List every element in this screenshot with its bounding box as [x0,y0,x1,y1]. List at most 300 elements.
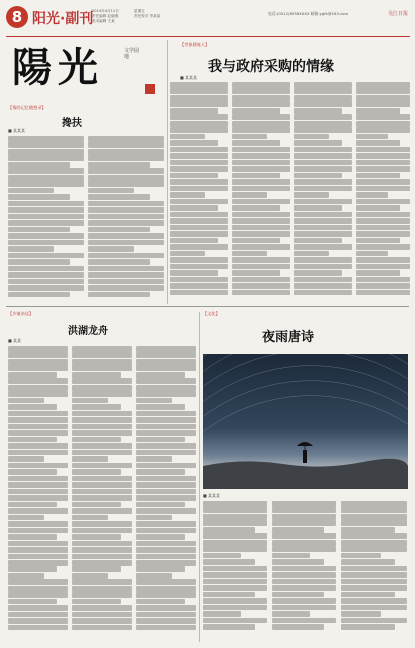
column-logo [8,42,158,102]
text-line [136,528,196,534]
text-line [8,142,84,148]
text-line [8,547,68,553]
text-line [272,624,324,630]
text-line [203,501,267,507]
text-line [272,553,310,559]
text-line [72,424,132,430]
text-line [272,533,336,539]
text-line [136,521,196,527]
text-line [294,283,352,289]
text-line [72,566,121,572]
text-line [294,173,342,179]
text-line [294,127,352,133]
text-line [136,463,196,469]
text-line [232,290,290,296]
text-line [136,605,196,611]
text-line [232,264,290,270]
text-line [72,534,121,540]
text-line [170,153,228,159]
text-line [272,598,336,604]
text-line [341,533,407,539]
text-line [8,378,68,384]
text-line [88,240,164,246]
text-line [72,437,121,443]
text-line [72,560,132,566]
left-top-article-tag: 【情的记忆随想录】 [8,105,46,110]
left-bottom-article-col-3 [136,346,196,631]
text-line [136,352,196,358]
text-line [232,283,290,289]
text-line [170,134,205,140]
text-line [8,625,68,631]
text-line [72,450,132,456]
text-line [170,166,228,172]
text-line [136,437,185,443]
text-line [8,240,84,246]
text-line [294,225,352,231]
right-bottom-article-title: 夜雨唐诗 [262,330,315,345]
text-line [72,411,132,417]
text-line [341,592,395,598]
text-line [232,121,290,127]
text-line [294,199,352,205]
text-line [341,553,381,559]
text-line [170,101,228,107]
text-line [232,114,290,120]
text-line [232,212,290,218]
text-line [8,292,70,298]
seal-icon [145,84,155,94]
text-line [8,391,68,397]
text-line [136,430,196,436]
left-top-article-title: 搀扶 [62,118,82,129]
text-line [88,233,164,239]
text-line [136,391,196,397]
text-line [232,108,280,114]
text-line [88,259,150,265]
text-line [232,199,290,205]
text-line [72,508,132,514]
text-line [8,541,68,547]
text-line [8,599,57,605]
text-line [356,251,388,257]
text-line [8,612,68,618]
text-line [72,547,132,553]
text-line [8,201,84,207]
text-line [8,162,70,168]
text-line [136,482,196,488]
text-line [136,586,196,592]
text-line [88,272,164,278]
text-line [88,155,164,161]
text-line [8,573,44,579]
text-line [88,279,164,285]
page-title: 阳光·副刊 [32,11,94,27]
column-logo-title: 陽光 [12,44,104,91]
text-line [356,173,400,179]
text-line [294,140,342,146]
text-line [232,88,290,94]
text-line [203,611,241,617]
text-line [356,283,410,289]
text-line [272,611,310,617]
text-line [203,572,267,578]
text-line [232,251,267,257]
text-line [136,385,196,391]
text-line [72,372,121,378]
text-line [232,225,290,231]
text-line [8,359,68,365]
text-line [356,179,410,185]
text-line [136,599,185,605]
text-line [8,227,70,233]
left-bottom-article-byline: ■ 某某 [8,338,22,343]
text-line [294,95,352,101]
text-line [272,592,324,598]
text-line [294,108,342,114]
text-line [341,624,395,630]
text-line [356,108,400,114]
text-line [136,411,196,417]
text-line [170,251,205,257]
text-line [170,225,228,231]
text-line [341,598,407,604]
text-line [72,579,132,585]
text-line [88,149,164,155]
right-bottom-article-col-1 [203,501,267,631]
text-line [8,554,68,560]
text-line [88,207,164,213]
text-line [136,579,196,585]
text-line [8,463,68,469]
text-line [8,259,70,265]
column-logo-subtitle: 文学园地 [124,48,140,60]
text-line [8,586,68,592]
text-line [272,585,336,591]
text-line [170,95,228,101]
text-line [8,266,84,272]
text-line [272,507,336,513]
text-line [170,290,228,296]
issue-art-editor: 美术编辑 王某 [92,19,115,23]
text-line [136,346,196,352]
text-line [232,277,290,283]
text-line [8,508,68,514]
text-line [88,136,164,142]
text-line [170,199,228,205]
text-line [8,398,44,404]
text-line [232,95,290,101]
text-line [72,417,132,423]
text-line [232,205,280,211]
text-line [170,231,228,237]
text-line [8,155,84,161]
text-line [8,560,68,566]
left-bottom-article-col-2 [72,346,132,631]
text-line [232,231,290,237]
text-line [170,147,228,153]
text-line [136,618,196,624]
text-line [294,205,342,211]
text-line [8,456,44,462]
issue-proofreader: 责任校对 李某某 [134,14,161,18]
text-line [170,264,228,270]
text-line [294,290,352,296]
text-line [170,277,228,283]
text-line [356,218,410,224]
text-line [72,528,132,534]
lead-article-col-4 [356,82,410,296]
text-line [72,391,132,397]
text-line [88,175,164,181]
text-line [232,134,267,140]
text-line [8,469,57,475]
text-line [72,605,132,611]
text-line [8,194,70,200]
text-line [8,618,68,624]
text-line [136,495,196,501]
text-line [356,127,410,133]
text-line [232,101,290,107]
text-line [294,212,352,218]
text-line [72,404,121,410]
text-line [136,398,172,404]
text-line [356,140,400,146]
text-line [8,233,84,239]
text-line [170,121,228,127]
text-line [170,88,228,94]
text-line [72,346,132,352]
text-line [356,147,410,153]
text-line [294,114,352,120]
text-line [356,134,388,140]
text-line [170,160,228,166]
issue-info-secondary [134,9,160,19]
text-line [72,398,108,404]
text-line [272,618,336,624]
text-line [232,153,290,159]
text-line [8,214,84,220]
text-line [294,82,352,88]
text-line [356,205,400,211]
text-line [72,618,132,624]
text-line [72,359,132,365]
text-line [341,527,395,533]
text-line [88,194,150,200]
issue-weekday: 星期五 [134,9,145,13]
issue-info [92,9,119,24]
text-line [203,592,255,598]
text-line [203,624,255,630]
text-line [88,292,150,298]
text-line [356,153,410,159]
text-line [136,541,196,547]
text-line [294,192,329,198]
text-line [72,482,132,488]
text-line [341,546,407,552]
text-line [136,359,196,365]
text-line [232,238,280,244]
text-line [8,579,68,585]
text-line [8,534,57,540]
lead-article-col-2 [232,82,290,296]
text-line [72,612,132,618]
left-top-article-byline: ■ 某某某 [8,128,26,133]
text-line [294,257,352,263]
text-line [356,88,410,94]
text-line [294,134,329,140]
text-line [356,277,410,283]
text-line [203,605,267,611]
text-line [232,82,290,88]
text-line [8,476,68,482]
text-line [170,82,228,88]
text-line [8,482,68,488]
text-line [88,188,134,194]
text-line [170,192,205,198]
text-line [8,207,84,213]
column-divider [167,40,168,304]
text-line [8,566,57,572]
text-line [272,559,324,565]
text-line [341,514,407,520]
text-line [170,173,218,179]
text-line [136,443,196,449]
text-line [294,277,352,283]
text-line [88,142,164,148]
text-line [72,378,132,384]
text-line [294,166,352,172]
text-line [72,469,121,475]
text-line [294,218,352,224]
text-line [203,520,267,526]
text-line [294,264,352,270]
text-line [170,270,218,276]
text-line [8,437,57,443]
text-line [8,272,84,278]
text-line [232,160,290,166]
text-line [72,476,132,482]
text-line [341,520,407,526]
text-line [8,430,68,436]
text-line [72,515,108,521]
text-line [341,579,407,585]
figure-with-umbrella-icon [297,442,313,463]
text-line [356,192,388,198]
text-line [272,501,336,507]
text-line [272,520,336,526]
text-line [136,456,172,462]
text-line [136,378,196,384]
star-trail-illustration [203,354,408,489]
text-line [203,507,267,513]
text-line [272,527,324,533]
text-line [294,231,352,237]
text-line [72,554,132,560]
text-line [136,573,172,579]
left-top-article-col-1 [8,136,84,298]
text-line [341,566,407,572]
text-line [356,160,410,166]
text-line [136,592,196,598]
text-line [341,605,407,611]
text-line [356,199,410,205]
text-line [136,625,196,631]
text-line [356,225,410,231]
newspaper-brand: 吴江日报 [387,11,408,17]
lead-article-col-3 [294,82,352,296]
text-line [72,463,132,469]
text-line [72,495,132,501]
text-line [88,246,134,252]
text-line [232,218,290,224]
text-line [8,346,68,352]
text-line [170,179,228,185]
text-line [88,227,150,233]
text-line [356,264,410,270]
text-line [170,218,228,224]
text-line [294,270,342,276]
text-line [88,168,164,174]
text-line [72,521,132,527]
text-line [203,546,267,552]
text-line [356,95,410,101]
text-line [72,352,132,358]
text-line [8,279,84,285]
left-bottom-article-tag: 【乡镇杂谈】 [8,311,34,316]
text-line [272,540,336,546]
text-line [203,527,255,533]
text-line [136,566,185,572]
right-bottom-article-tag: 【文化】 [203,311,220,316]
text-line [72,541,132,547]
text-line [72,586,132,592]
text-line [341,540,407,546]
section-divider [6,306,409,307]
text-line [272,566,336,572]
text-line [8,502,57,508]
text-line [356,231,410,237]
text-line [8,592,68,598]
text-line [8,521,68,527]
text-line [272,514,336,520]
text-line [8,136,84,142]
text-line [88,201,164,207]
text-line [136,417,196,423]
text-line [203,514,267,520]
text-line [341,572,407,578]
text-line [72,625,132,631]
text-line [136,450,196,456]
text-line [203,585,267,591]
text-line [136,424,196,430]
text-line [136,612,196,618]
text-line [294,179,352,185]
text-line [8,528,68,534]
text-line [8,605,68,611]
right-bottom-article-col-2 [272,501,336,631]
text-line [232,140,280,146]
text-line [232,166,290,172]
text-line [272,605,336,611]
text-line [232,192,267,198]
text-line [232,147,290,153]
text-line [356,244,410,250]
text-line [170,212,228,218]
text-line [294,244,352,250]
text-line [72,599,121,605]
text-line [136,489,196,495]
